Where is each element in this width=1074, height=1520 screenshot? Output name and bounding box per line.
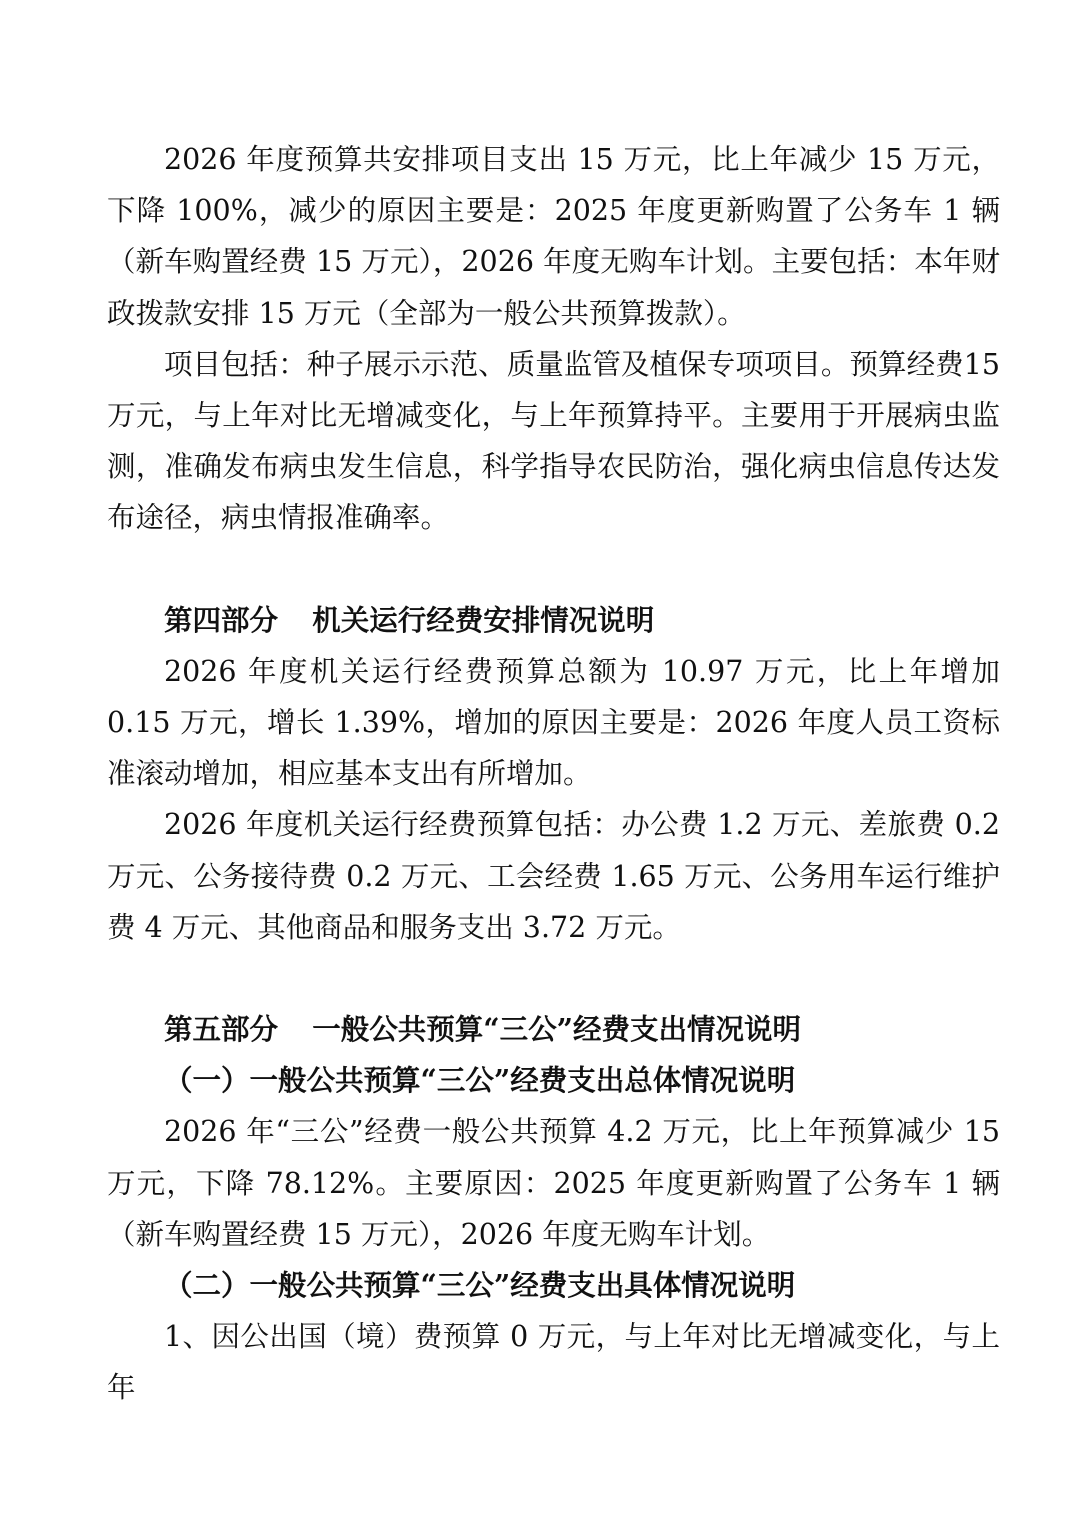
part5-sub1-heading: （一）一般公共预算“三公”经费支出总体情况说明 (164, 1063, 796, 1098)
part4-title: 机关运行经费安排情况说明 (312, 602, 655, 637)
three-costs-overall-paragraph: 2026 年“三公”经费一般公共预算 4.2 万元，比上年预算减少 15 万元，下降 78.12%。主要原因：2025 年度更新购置了公务车 1 辆（新车购置经费 15 万元），2026 年度无购车计划。 (107, 1115, 1000, 1251)
section-spacer (107, 953, 1000, 1004)
part5-sub2-heading: （二）一般公共预算“三公”经费支出具体情况说明 (164, 1268, 796, 1303)
operating-cost-total-paragraph: 2026 年度机关运行经费预算总额为 10.97 万元，比上年增加 0.15 万元，增长 1.39%，增加的原因主要是：2026 年度人员工资标准滚动增加，相应基本支出有所增加。 (107, 654, 1000, 791)
project-scope-paragraph: 项目包括：种子展示示范、质量监管及植保专项项目。预算经费15万元，与上年对比无增减变化，与上年预算持平。主要用于开展病虫监测，准确发布病虫发生信息，科学指导农民防治，强化病虫信息传达发布途径，病虫情报准确率。 (107, 347, 1000, 535)
part4-label: 第四部分 (164, 602, 279, 637)
part5-heading (107, 1004, 1000, 1055)
operating-cost-breakdown-paragraph: 2026 年度机关运行经费预算包括：办公费 1.2 万元、差旅费 0.2 万元、公务接待费 0.2 万元、工会经费 1.65 万元、公务用车运行维护费 4 万元、其他商品和服务支出 3.72 万元。 (107, 808, 1000, 944)
part4-heading (107, 595, 1000, 646)
overseas-travel-paragraph: 1、因公出国（境）费预算 0 万元，与上年对比无增减变化，与上年 (107, 1320, 1000, 1405)
project-expenditure-paragraph: 2026 年度预算共安排项目支出 15 万元，比上年减少 15 万元，下降 100%，减少的原因主要是：2025 年度更新购置了公务车 1 辆（新车购置经费 15 万元），2026 年度无购车计划。主要包括：本年财政拨款安排 15 万元（全部为一般公共预算拨款）。 (107, 143, 1000, 330)
part5-label: 第五部分 (164, 1012, 279, 1047)
section-spacer (107, 544, 1000, 595)
part5-title: 一般公共预算“三公”经费支出情况说明 (312, 1012, 801, 1047)
document-body (107, 134, 1000, 1414)
